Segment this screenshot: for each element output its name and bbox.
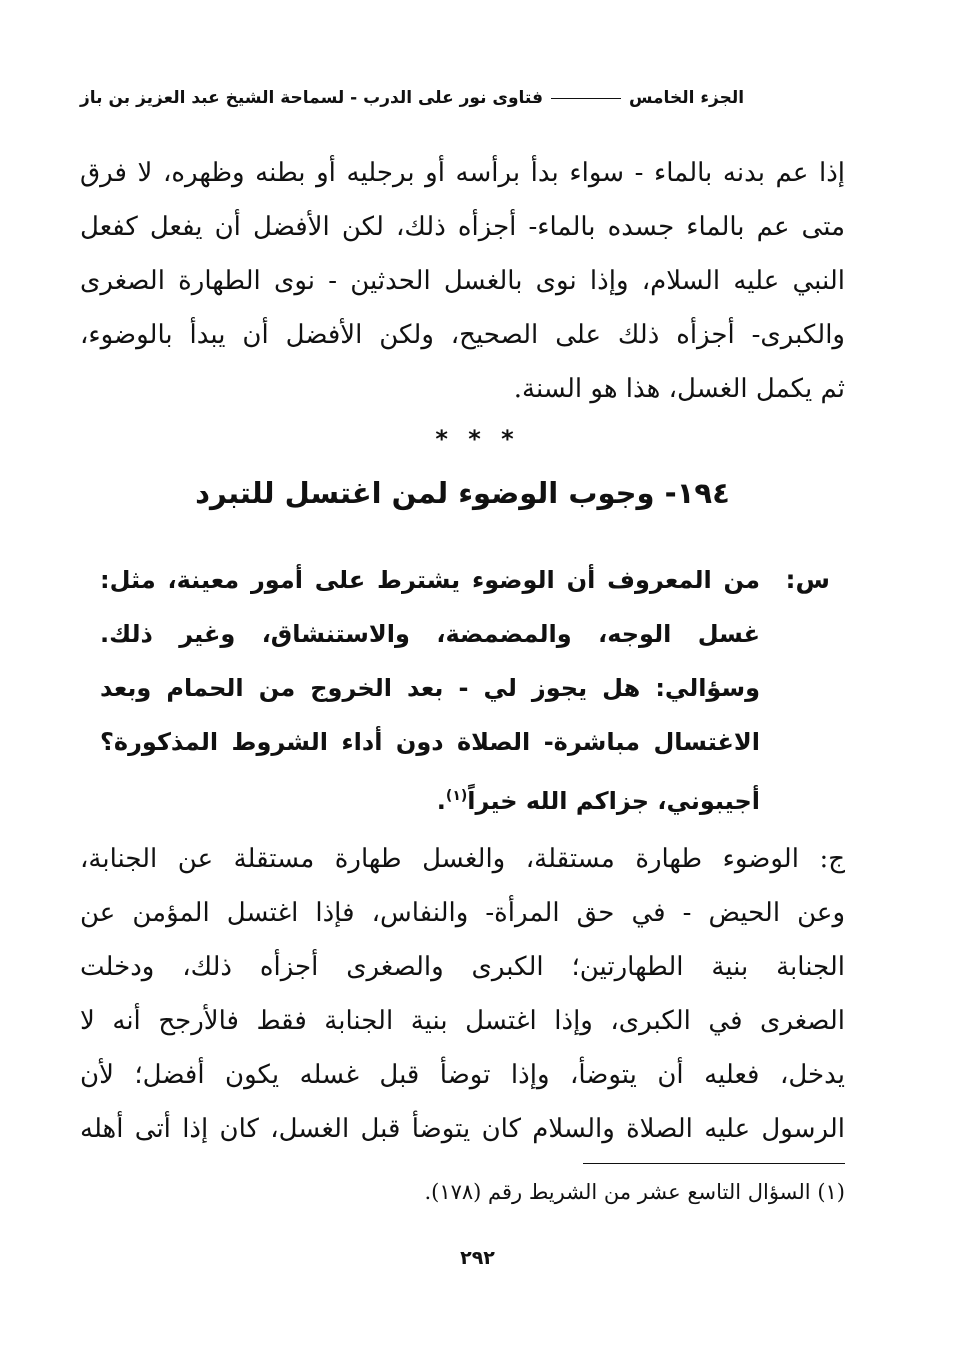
paragraph-line: ثم يكمل الغسل، هذا هو السنة. (513, 374, 845, 404)
paragraph-line: والكبرى- أجزأه ذلك على الصحيح، ولكن الأفضل أن يبدأ بالوضوء، (80, 320, 845, 350)
paragraph-line: النبي عليه السلام، وإذا نوى بالغسل الحدثين - نوى الطهارة الصغرى (80, 266, 845, 296)
answer-line: وعن الحيض - في حق المرأة- والنفاس، فإذا اغتسل المؤمن عن (80, 898, 845, 928)
question-line: وسؤالي: هل يجوز لي - بعد الخروج من الحمام وبعد (100, 674, 760, 702)
page-number: ٢٩٢ (460, 1247, 495, 1269)
answer-line: الصغرى في الكبرى، وإذا اغتسل بنية الجنابة فقط فالأرجح أنه لا (80, 1006, 845, 1036)
answer-line: الرسول عليه الصلاة والسلام كان يتوضأ قبل الغسل، كان إذا أتى أهله (80, 1114, 845, 1144)
question-line: غسل الوجه، والمضمضة، والاستنشاق، وغير ذلك. (100, 620, 760, 648)
question-label: س: (785, 565, 830, 594)
question-text (100, 553, 760, 828)
paragraph-line: متى عم بالماء جسده بالماء- أجزأه ذلك، لكن الأفضل أن يفعل كفعل (80, 212, 845, 242)
answer-line: يدخل، فعليه أن يتوضأ، وإذا توضأ قبل غسله يكون أفضل؛ لأن (80, 1060, 845, 1090)
footnote-rule (583, 1163, 845, 1164)
question-last-text: أجيبوني، جزاكم الله خيراً (467, 787, 760, 815)
section-title: ١٩٤- وجوب الوضوء لمن اغتسل للتبرد (195, 476, 730, 510)
question-line: من المعروف أن الوضوء يشترط على أمور معينة، مثل: (100, 566, 760, 594)
question-line: الاغتسال مباشرة- الصلاة دون أداء الشروط المذكورة؟ (100, 728, 760, 756)
opening-paragraph (80, 146, 845, 416)
section-separator: * * * (435, 425, 520, 453)
running-header (80, 88, 845, 108)
paragraph-line: إذا عم بدنه بالماء - سواء بدأ برأسه أو برجليه أو بطنه وظهره، لا فرق (80, 158, 845, 188)
question-block (100, 553, 830, 828)
answer-line: الجنابة بنية الطهارتين؛ الكبرى والصغرى أجزأه ذلك، ودخلت (80, 952, 845, 982)
question-line (100, 769, 760, 828)
footnote: (١) السؤال التاسع عشر من الشريط رقم (١٧٨). (424, 1180, 845, 1204)
question-last-end: . (436, 787, 446, 815)
book-title: فتاوى نور على الدرب - لسماحة الشيخ عبد العزيز بن باز (80, 88, 543, 108)
header-rule (551, 98, 621, 99)
answer-paragraph (80, 832, 845, 1156)
volume-label: الجزء الخامس (629, 88, 745, 108)
answer-line: ج: الوضوء طهارة مستقلة، والغسل طهارة مستقلة عن الجنابة، (80, 844, 845, 874)
footnote-marker: (١) (445, 788, 468, 804)
